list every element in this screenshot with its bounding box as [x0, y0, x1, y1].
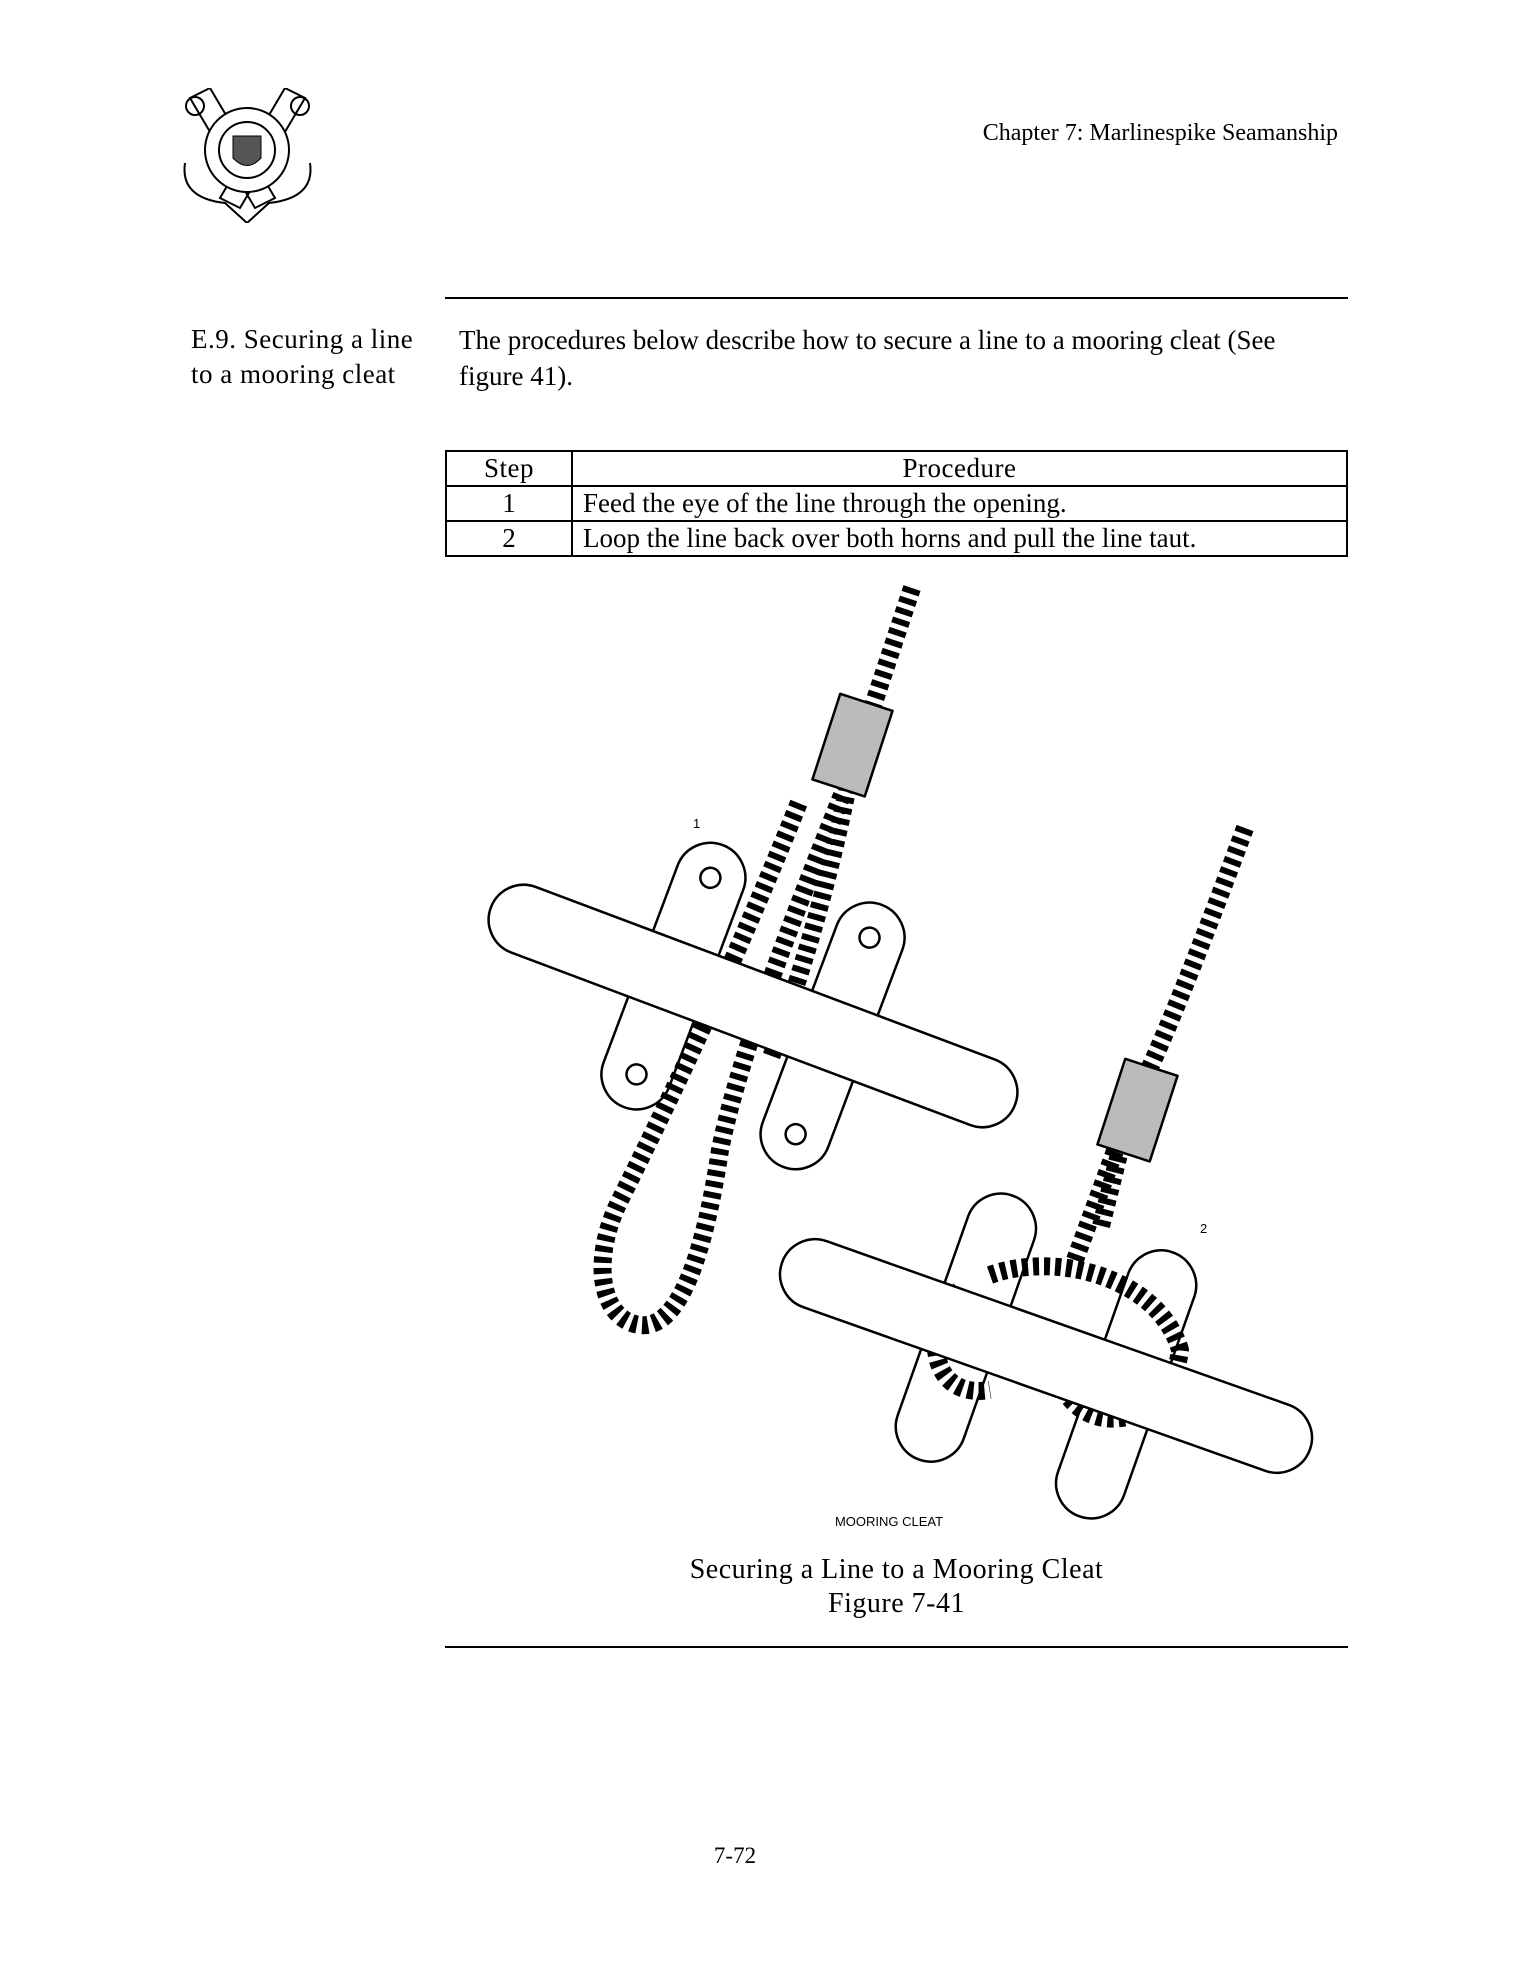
section-intro: The procedures below describe how to secure a line to a mooring cleat (See figure 41). [459, 325, 1276, 391]
section-bottom-rule [445, 1646, 1348, 1648]
column-header-procedure: Procedure [572, 451, 1347, 486]
page-number: 7-72 [713, 1843, 757, 1868]
figure-label-1: 1 [693, 816, 701, 831]
figure-number: Figure 7-41 [828, 1588, 965, 1619]
chapter-header: Chapter 7: Marlinespike Seamanship [982, 120, 1338, 146]
rope-2-whipping [1097, 1059, 1177, 1162]
step-number: 2 [446, 521, 572, 556]
figure-title: Securing a Line to a Mooring Cleat [689, 1554, 1104, 1585]
drawing-label: MOORING CLEAT [834, 1514, 944, 1529]
step-number: 1 [446, 486, 572, 521]
figure-caption [445, 1553, 1348, 1621]
step-procedure: Feed the eye of the line through the opening. [572, 486, 1347, 521]
column-header-step: Step [446, 451, 572, 486]
rope-1-whipping [812, 694, 892, 797]
section-heading: E.9. Securing a line to a mooring cleat [191, 324, 414, 389]
figure-label-2: 2 [1200, 1221, 1208, 1236]
step-procedure: Loop the line back over both horns and pull the line taut. [572, 521, 1347, 556]
